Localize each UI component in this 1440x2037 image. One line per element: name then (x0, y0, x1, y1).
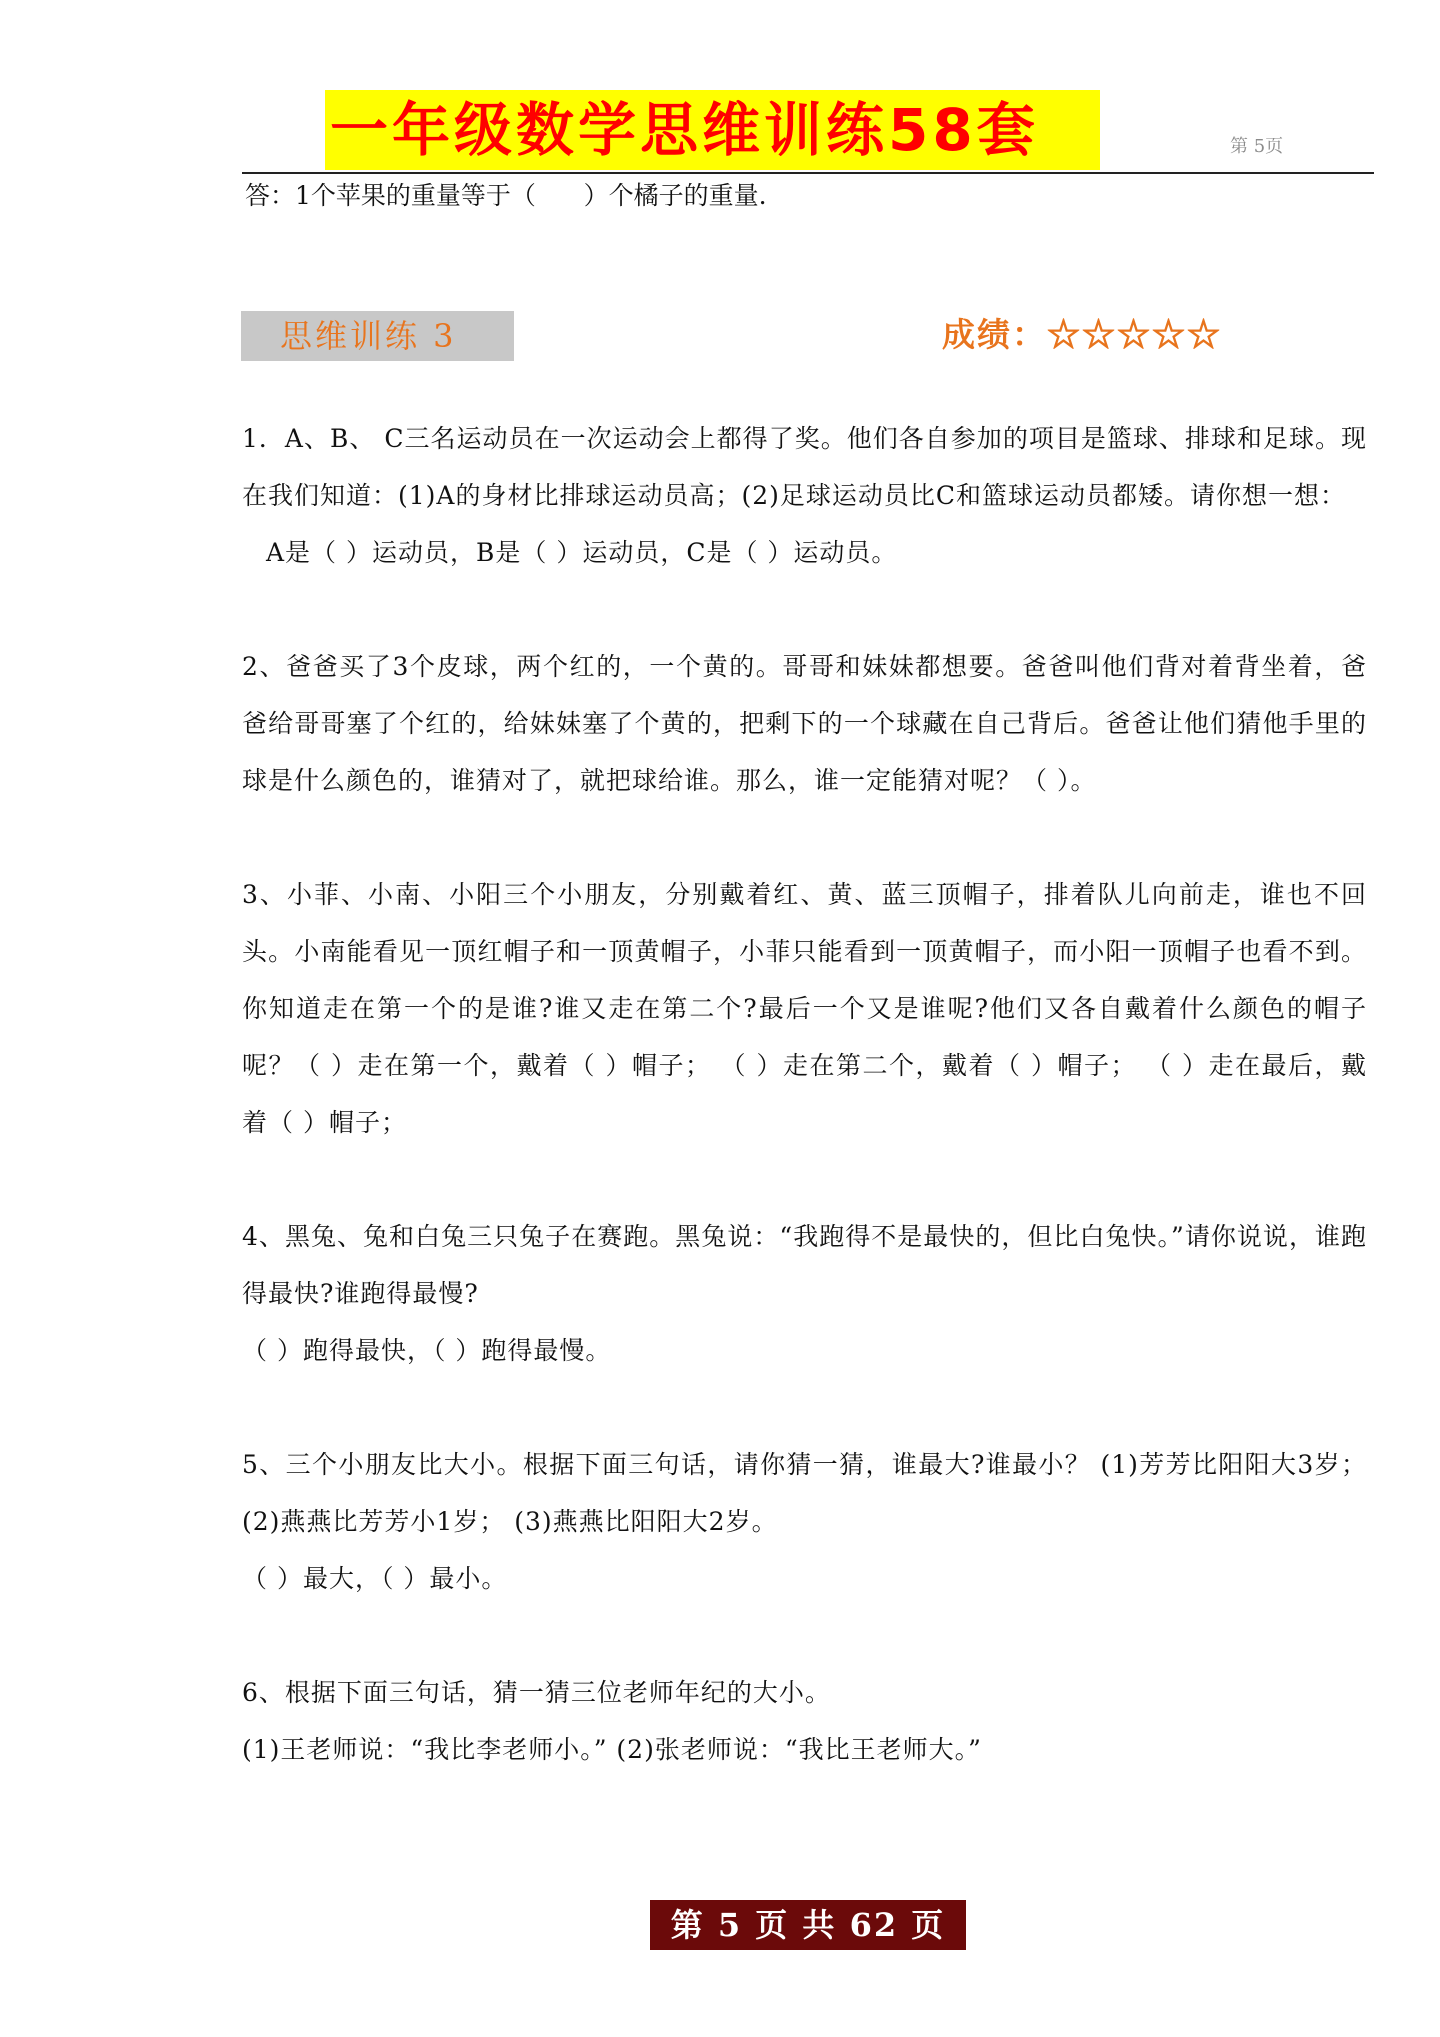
document-title: 一年级数学思维训练58套 (330, 96, 1039, 164)
question-4 (242, 1208, 1367, 1379)
header-divider (242, 172, 1374, 174)
question-text: 6、根据下面三句话，猜一猜三位老师年纪的大小。 (242, 1678, 831, 1707)
answer-blank: （ ）跑得最快，（ ）跑得最慢。 (242, 1336, 612, 1365)
question-1 (242, 410, 1367, 581)
footer-page-count: 第 5 页 共 62 页 (670, 1906, 946, 1944)
question-text: 4、黑兔、兔和白兔三只兔子在赛跑。黑兔说：“我跑得不是最快的，但比白兔快。”请你说说，谁跑得最快?谁跑得最慢? (242, 1222, 1367, 1308)
previous-answer-line: 答：1个苹果的重量等于（ ）个橘子的重量. (245, 181, 767, 210)
score-rating: 成绩：☆☆☆☆☆ (942, 315, 1222, 354)
section-title: 思维训练 3 (280, 317, 457, 355)
question-2 (242, 638, 1367, 809)
question-6 (242, 1664, 1367, 1778)
question-text: 5、三个小朋友比大小。根据下面三句话，请你猜一猜，谁最大?谁最小？ (1)芳芳比阳阳大3岁； (2)燕燕比芳芳小1岁； (3)燕燕比阳阳大2岁。 (242, 1450, 1367, 1536)
question-text: 2、爸爸买了3个皮球，两个红的，一个黄的。哥哥和妹妹都想要。爸爸叫他们背对着背坐着，爸爸给哥哥塞了个红的，给妹妹塞了个黄的，把剩下的一个球藏在自己背后。爸爸让他们猜他手里的球是什么颜色的，谁猜对了，就把球给谁。那么，谁一定能猜对呢？（ ）。 (242, 652, 1367, 795)
question-5 (242, 1436, 1367, 1607)
question-text: 1．A、B、 C三名运动员在一次运动会上都得了奖。他们各自参加的项目是篮球、排球和足球。现在我们知道：(1)A的身材比排球运动员高；(2)足球运动员比C和篮球运动员都矮。请你想一想： (242, 424, 1367, 510)
question-3 (242, 866, 1367, 1151)
question-statements: (1)王老师说：“我比李老师小。” (2)张老师说：“我比王老师大。” (242, 1735, 982, 1764)
answer-blank: （ ）最大，（ ）最小。 (242, 1564, 508, 1593)
header-page-number: 第 5页 (1230, 136, 1284, 157)
question-text: 3、小菲、小南、小阳三个小朋友，分别戴着红、黄、蓝三顶帽子，排着队儿向前走，谁也不回头。小南能看见一顶红帽子和一顶黄帽子，小菲只能看到一顶黄帽子，而小阳一顶帽子也看不到。你知道走在第一个的是谁?谁又走在第二个?最后一个又是谁呢?他们又各自戴着什么颜色的帽子呢？（ ）走在第一个，戴着（ ）帽子； （ ）走在第二个，戴着（ ）帽子； （ ）走在最后，戴着（ ）帽子； (242, 880, 1367, 1137)
answer-blank: A是（ ）运动员，B是（ ）运动员，C是（ ）运动员。 (266, 538, 898, 567)
questions-body (242, 410, 1367, 1778)
